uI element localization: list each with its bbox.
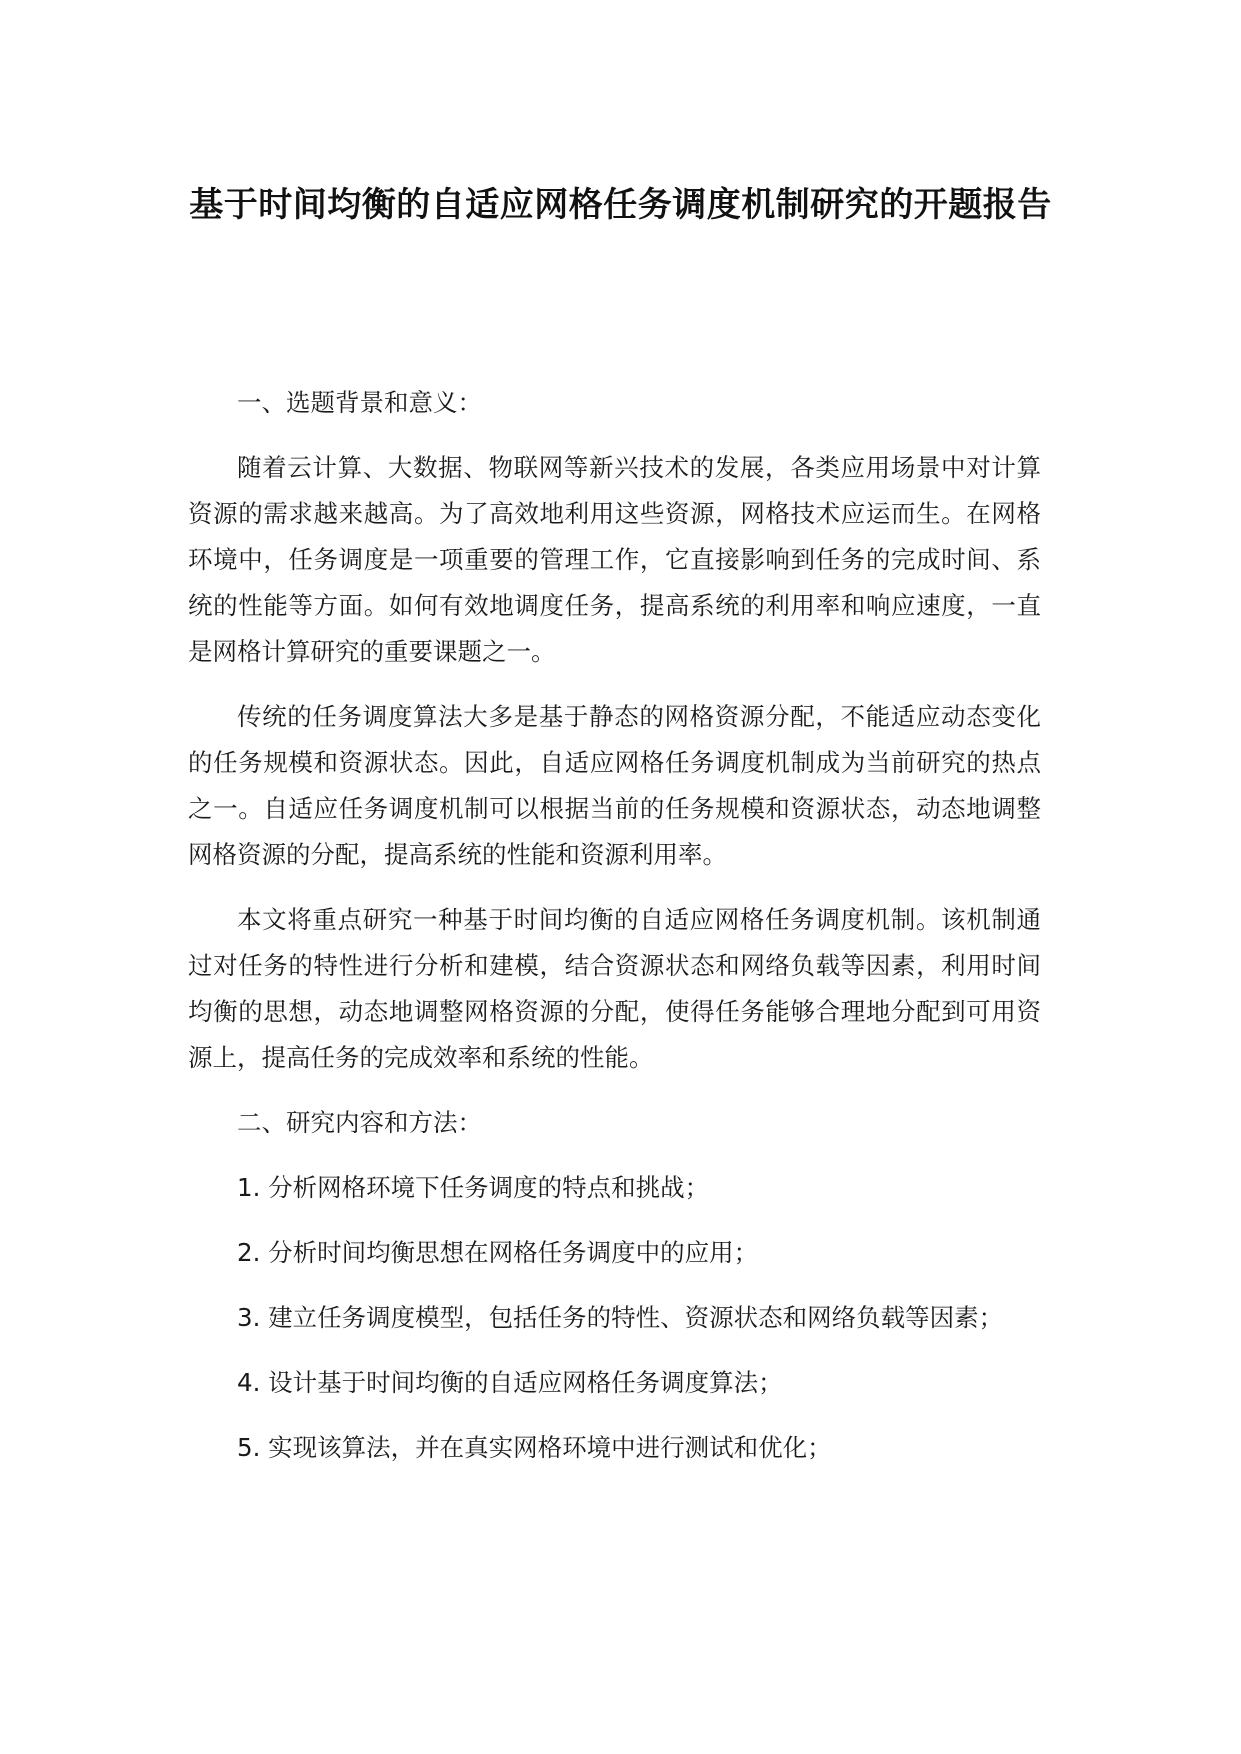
list-item: 3. 建立任务调度模型，包括任务的特性、资源状态和网络负载等因素； — [237, 1303, 1004, 1332]
list-item: 2. 分析时间均衡思想在网格任务调度中的应用； — [237, 1238, 759, 1267]
paragraph-background-3: 本文将重点研究一种基于时间均衡的自适应网格任务调度机制。该机制通过对任务的特性进行分析和建模，结合资源状态和网络负载等因素，利用时间均衡的思想，动态地调整网格资源的分配，使得任务能够合理地分配到可用资源上，提高任务的完成效率和系统的性能。 — [188, 905, 1041, 1072]
list-item: 5. 实现该算法，并在真实网格环境中进行测试和优化； — [237, 1433, 832, 1462]
list-item: 1. 分析网格环境下任务调度的特点和挑战； — [237, 1173, 710, 1202]
document-title: 基于时间均衡的自适应网格任务调度机制研究的开题报告 — [189, 185, 1052, 225]
document-body — [188, 380, 1041, 1490]
list-item: 4. 设计基于时间均衡的自适应网格任务调度算法； — [237, 1368, 783, 1397]
paragraph-background-2: 传统的任务调度算法大多是基于静态的网格资源分配，不能适应动态变化的任务规模和资源状态。因此，自适应网格任务调度机制成为当前研究的热点之一。自适应任务调度机制可以根据当前的任务规模和资源状态，动态地调整网格资源的分配，提高系统的性能和资源利用率。 — [188, 702, 1041, 869]
section-heading-background: 一、选题背景和意义： — [237, 388, 482, 417]
section-heading-methods: 二、研究内容和方法： — [237, 1108, 482, 1137]
paragraph-background-1: 随着云计算、大数据、物联网等新兴技术的发展，各类应用场景中对计算资源的需求越来越高。为了高效地利用这些资源，网格技术应运而生。在网格环境中，任务调度是一项重要的管理工作，它直接影响到任务的完成时间、系统的性能等方面。如何有效地调度任务，提高系统的利用率和响应速度，一直是网格计算研究的重要课题之一。 — [188, 453, 1041, 666]
